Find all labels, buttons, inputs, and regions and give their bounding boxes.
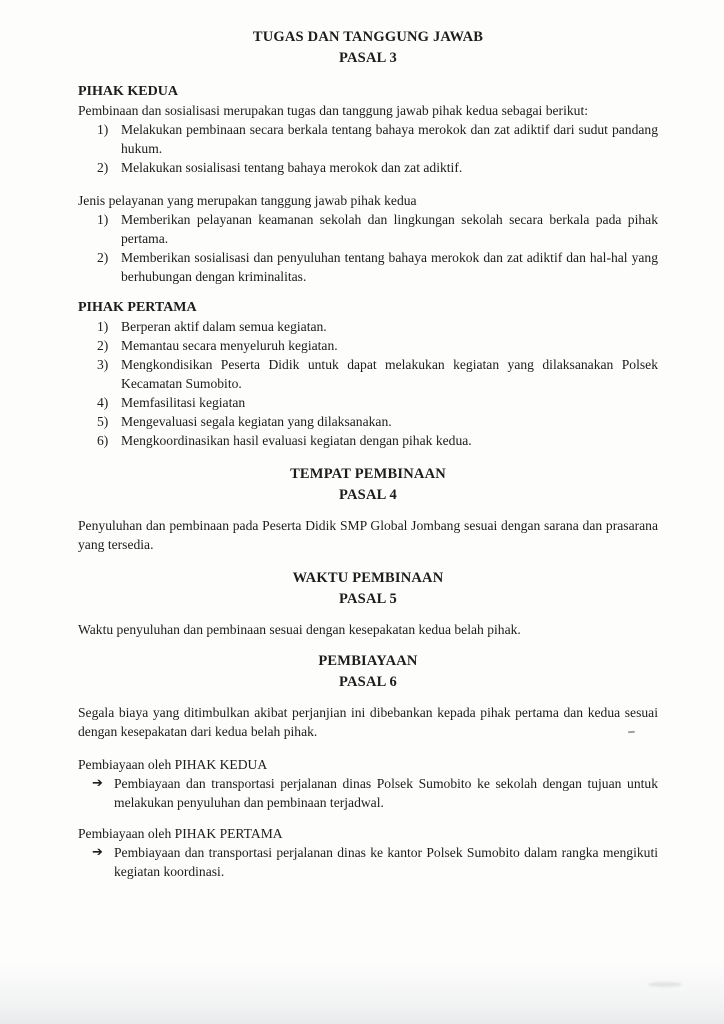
- list-item-number: 6): [97, 433, 109, 448]
- pembiayaan-pihak-kedua-label: Pembiayaan oleh PIHAK KEDUA: [78, 757, 268, 772]
- list-item: [97, 355, 658, 393]
- pasal-4-article-number: PASAL 4: [339, 487, 397, 503]
- arrow-bullet-icon: ➔: [92, 845, 103, 860]
- pembiayaan-pihak-pertama-block: [78, 824, 658, 881]
- list-item-text: Memberikan pelayanan keamanan sekolah dan lingkungan sekolah secara berkala pada pihak pertama.: [121, 212, 658, 246]
- arrow-item-text: Pembiayaan dan transportasi perjalanan dinas Polsek Sumobito ke sekolah dengan tujuan untuk melakukan penyuluhan dan pembinaan terjadwal.: [114, 776, 658, 810]
- list-item: [97, 431, 658, 450]
- list-item: [97, 412, 658, 431]
- list-item-text: Memberikan sosialisasi dan penyuluhan tentang bahaya merokok dan zat adiktif dan hal-hal yang berhubungan dengan kriminalitas.: [121, 250, 658, 284]
- document-content: [78, 27, 658, 881]
- list-item-text: Melakukan sosialisasi tentang bahaya merokok dan zat adiktif.: [121, 160, 463, 175]
- arrow-list-item: [92, 774, 658, 812]
- pembiayaan-pihak-kedua-list: [92, 774, 658, 812]
- list-item-number: 2): [97, 160, 109, 175]
- section-pihak-pertama: [78, 298, 658, 450]
- pihak-kedua-list: [97, 120, 658, 177]
- list-item-text: Mengevaluasi segala kegiatan yang dilaksanakan.: [121, 414, 392, 429]
- list-item: [97, 248, 658, 286]
- pasal-6-heading: PEMBIAYAAN: [318, 653, 418, 669]
- list-item: [97, 317, 658, 336]
- pasal-5-body: Waktu penyuluhan dan pembinaan sesuai dengan kesepakatan kedua belah pihak.: [78, 622, 521, 637]
- list-item: [97, 210, 658, 248]
- pihak-kedua-intro: Pembinaan dan sosialisasi merupakan tugas dan tanggung jawab pihak kedua sebagai berikut:: [78, 103, 589, 118]
- pasal-4-heading: TEMPAT PEMBINAAN: [290, 466, 446, 482]
- document-article-number: PASAL 3: [339, 50, 397, 66]
- arrow-list-item: [92, 843, 658, 881]
- list-item-number: 4): [97, 395, 109, 410]
- list-item-text: Memantau secara menyeluruh kegiatan.: [121, 338, 338, 353]
- pembiayaan-pihak-pertama-label: Pembiayaan oleh PIHAK PERTAMA: [78, 826, 283, 841]
- list-item-text: Melakukan pembinaan secara berkala tentang bahaya merokok dan zat adiktif dari sudut pandang hukum.: [121, 122, 658, 156]
- jenis-pelayanan-list: [97, 210, 658, 286]
- list-item-text: Mengkoordinasikan hasil evaluasi kegiatan dengan pihak kedua.: [121, 433, 472, 448]
- section-pasal-6: [78, 651, 658, 881]
- pasal-5-heading-block: [78, 568, 658, 610]
- list-item-number: 5): [97, 414, 109, 429]
- scan-bottom-shadow: [0, 960, 724, 1024]
- pembiayaan-pihak-pertama-list: [92, 843, 658, 881]
- list-item-number: 1): [97, 319, 109, 334]
- section-pasal-4: [78, 464, 658, 554]
- document-title: TUGAS DAN TANGGUNG JAWAB: [252, 29, 484, 45]
- document-title-block: [78, 27, 658, 69]
- pasal-5-article-number: PASAL 5: [339, 591, 397, 607]
- list-item: [97, 393, 658, 412]
- list-item-number: 1): [97, 212, 109, 227]
- list-item-number: 2): [97, 250, 109, 265]
- section-pihak-kedua: [78, 82, 658, 177]
- pasal-5-heading: WAKTU PEMBINAAN: [292, 570, 444, 586]
- list-item-number: 1): [97, 122, 109, 137]
- list-item: [97, 158, 658, 177]
- section-pasal-5: [78, 568, 658, 639]
- jenis-pelayanan-intro: Jenis pelayanan yang merupakan tanggung jawab pihak kedua: [78, 193, 417, 208]
- section-jenis-pelayanan: [78, 191, 658, 286]
- list-item-number: 2): [97, 338, 109, 353]
- list-item: [97, 120, 658, 158]
- list-item: [97, 336, 658, 355]
- pasal-6-article-number: PASAL 6: [339, 674, 397, 690]
- pasal-6-body: Segala biaya yang ditimbulkan akibat perjanjian ini dibebankan kepada pihak pertama dan kedua sesuai dengan kesepakatan dari kedua belah pihak.: [78, 705, 658, 739]
- section-heading-pihak-kedua: PIHAK KEDUA: [78, 84, 178, 99]
- list-item-text: Mengkondisikan Peserta Didik untuk dapat melakukan kegiatan yang dilaksanakan Polsek Kecamatan Sumobito.: [121, 357, 658, 391]
- scan-smudge: [648, 982, 682, 987]
- list-item-text: Berperan aktif dalam semua kegiatan.: [121, 319, 327, 334]
- list-item-text: Memfasilitasi kegiatan: [121, 395, 246, 410]
- arrow-item-text: Pembiayaan dan transportasi perjalanan dinas ke kantor Polsek Sumobito dalam rangka mengikuti kegiatan koordinasi.: [114, 845, 658, 879]
- arrow-bullet-icon: ➔: [92, 776, 103, 791]
- list-item-number: 3): [97, 357, 109, 372]
- pasal-6-heading-block: [78, 651, 658, 693]
- pasal-4-body: Penyuluhan dan pembinaan pada Peserta Didik SMP Global Jombang sesuai dengan sarana dan prasarana yang tersedia.: [78, 518, 658, 552]
- pihak-pertama-list: [97, 317, 658, 450]
- pembiayaan-pihak-kedua-block: [78, 755, 658, 812]
- pasal-4-heading-block: [78, 464, 658, 506]
- section-heading-pihak-pertama: PIHAK PERTAMA: [78, 300, 197, 315]
